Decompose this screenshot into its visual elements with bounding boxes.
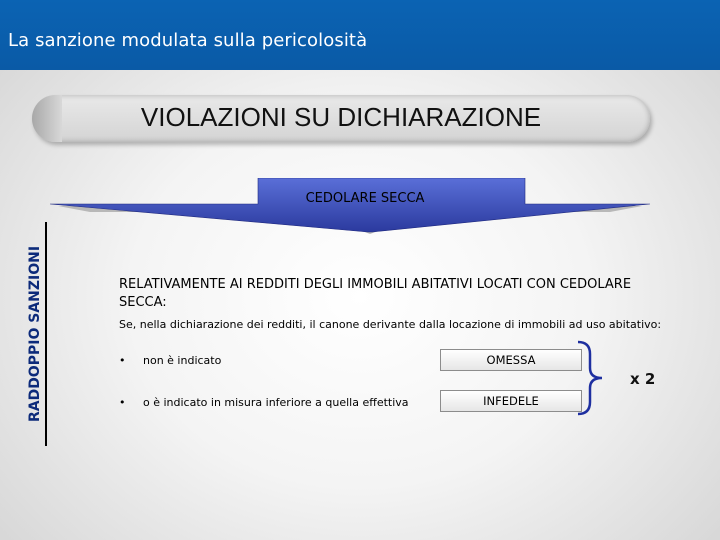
bullet-text: non è indicato	[143, 354, 222, 367]
header-bar	[0, 0, 720, 70]
bullet-item-infedele	[119, 396, 409, 409]
multiplier-label: x 2	[630, 370, 656, 388]
slide-title: La sanzione modulata sulla pericolosità	[8, 30, 368, 51]
tag-omessa: OMESSA	[440, 349, 582, 371]
section-banner	[32, 95, 650, 142]
bullet-marker: •	[119, 354, 126, 367]
bullet-marker: •	[119, 396, 126, 409]
side-label-container	[23, 222, 47, 446]
funnel-label: CEDOLARE SECCA	[305, 191, 425, 206]
content-paragraph: Se, nella dichiarazione dei redditi, il canone derivante dalla locazione di immobili ad uso abitativo:	[119, 318, 662, 331]
bullet-item-omessa	[119, 354, 221, 367]
tag-infedele: INFEDELE	[440, 390, 582, 412]
bullet-text: o è indicato in misura inferiore a quella effettiva	[143, 396, 409, 409]
content-heading: RELATIVAMENTE AI REDDITI DEGLI IMMOBILI ABITATIVI LOCATI CON CEDOLARE SECCA:	[119, 277, 632, 310]
side-label: RADDOPPIO SANZIONI	[27, 245, 43, 423]
banner-title: VIOLAZIONI SU DICHIARAZIONE	[140, 102, 542, 132]
funnel-shape	[50, 178, 650, 238]
bracket-icon	[576, 340, 626, 420]
